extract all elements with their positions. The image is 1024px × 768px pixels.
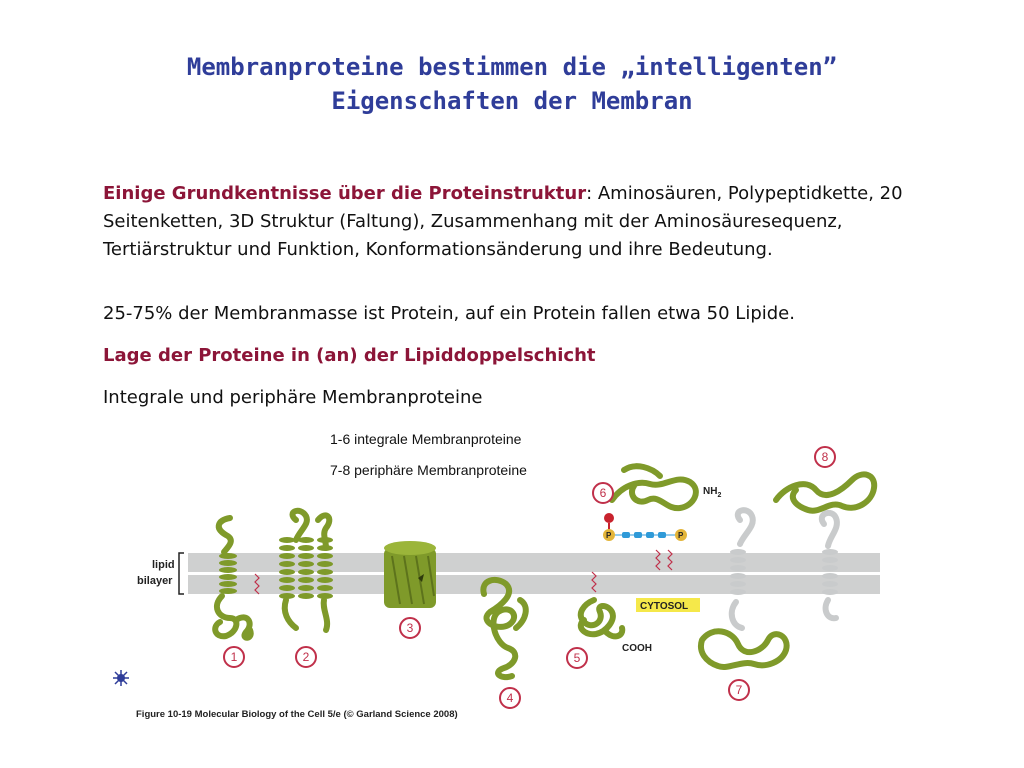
phosphate-chain [603,529,687,541]
svg-text:2: 2 [302,650,310,664]
phosphate-left: P [606,531,612,540]
protein-5-lipid-linked [581,600,623,636]
bilayer-label-1: lipid [152,559,175,571]
cooh-label: COOH [622,643,652,654]
protein-8-peripheral [776,474,874,510]
bilayer-bracket [179,553,184,594]
protein-7-peripheral [701,631,787,667]
svg-text:1: 1 [230,650,238,664]
figure-caption: Figure 10-19 Molecular Biology of the Cell 5/e (© Garland Science 2008) [136,709,458,720]
bilayer-label-2: bilayer [137,575,173,587]
marker-7 [729,680,749,700]
marker-8 [815,447,835,467]
marker-4 [500,688,520,708]
title-line-1: Membranproteine bestimmen die „intelligenten” [186,53,838,81]
marker-5 [567,648,587,668]
intro-lead: Einige Grundkentnisse über die Proteinstruktur [103,183,587,204]
svg-text:6: 6 [599,486,607,500]
sun-bullet-icon [113,670,129,686]
phosphate-right: P [678,531,684,540]
marker-3 [400,618,420,638]
svg-text:5: 5 [573,651,581,665]
svg-text:3: 3 [406,621,414,635]
cytosol-label: CYTOSOL [640,601,689,612]
legend-peripheral: 7-8 periphäre Membranproteine [330,462,527,478]
protein-types-line: Integrale und periphäre Membranproteine [103,387,483,408]
nh2-label: $NH_2$ [703,486,722,499]
marker-1 [224,647,244,667]
protein-3-beta-barrel [384,541,436,608]
mass-paragraph: 25-75% der Membranmasse ist Protein, auf ein Protein fallen etwa 50 Lipide. [103,303,795,324]
protein-6-gpi-anchored [612,466,696,508]
svg-text:8: 8 [821,450,829,464]
svg-text:4: 4 [506,691,514,705]
marker-6 [593,483,613,503]
legend-integral: 1-6 integrale Membranproteine [330,431,522,447]
gpi-sugar-node [604,513,614,523]
intro-rest: : Aminosäuren, Polypeptidkette, 20 Seitenketten, 3D Struktur (Faltung), Zusammenhang mit der Aminosäuresequenz, Tertiärstruktur und Funktion, Konformationsänderung und ihre Bedeutung. [103,183,903,260]
protein-4-cytosolic-anchor [483,580,525,677]
svg-text:7: 7 [735,683,743,697]
marker-2 [296,647,316,667]
title-line-2: Eigenschaften der Membran [331,87,693,115]
position-heading: Lage der Proteine in (an) der Lipiddoppelschicht [103,345,596,366]
